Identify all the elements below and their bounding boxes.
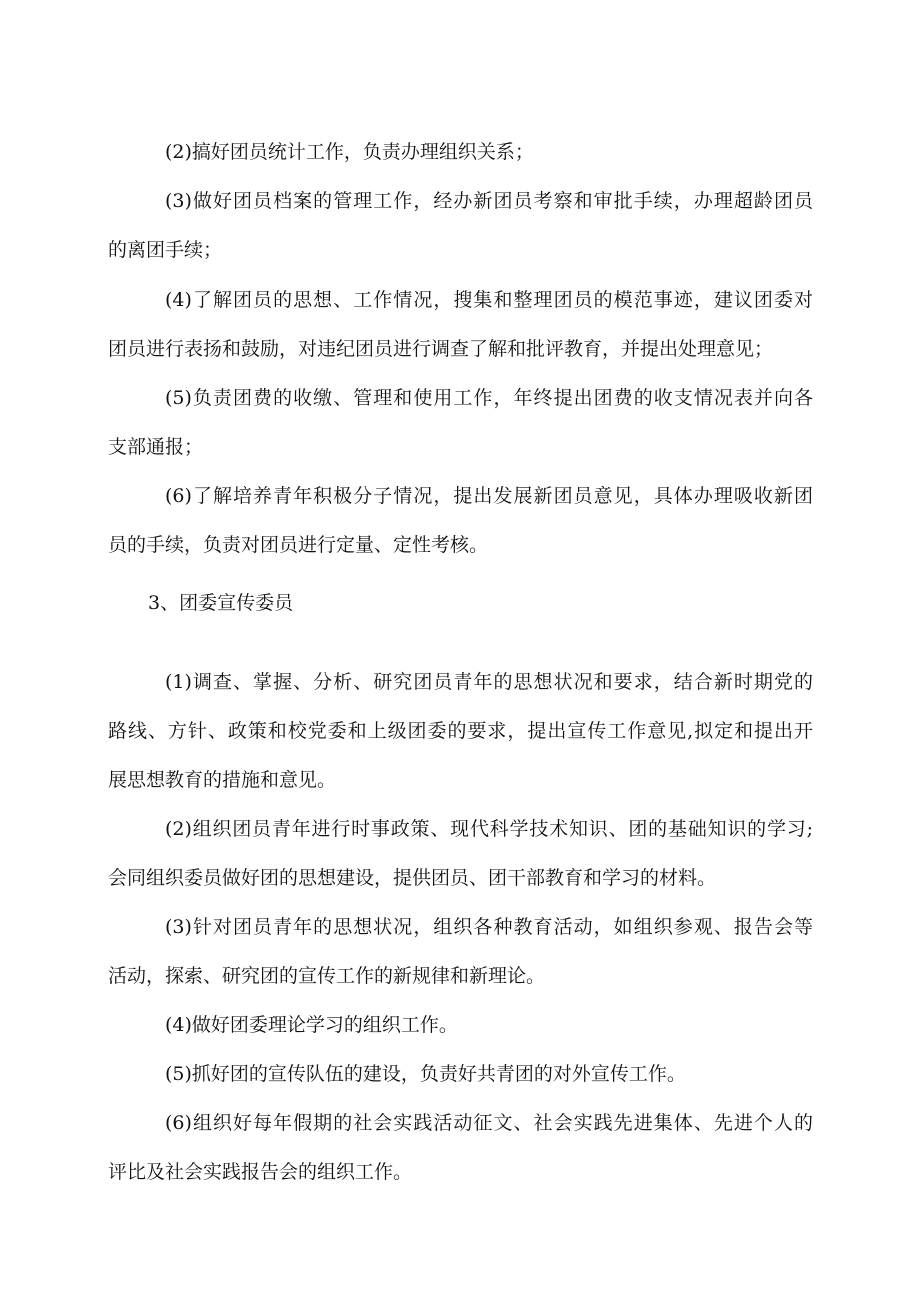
text-line: 路线、方针、政策和校党委和上级团委的要求，提出宣传工作意见,拟定和提出开 <box>108 720 813 742</box>
text-line: (3)针对团员青年的思想状况，组织各种教育活动，如组织参观、报告会等 <box>165 916 813 938</box>
section-heading: 3、团委宣传委员 <box>148 592 294 614</box>
text-line: (2)组织团员青年进行时事政策、现代科学技术知识、团的基础知识的学习; <box>165 818 813 840</box>
text-line: 团员进行表扬和鼓励，对违纪团员进行调查了解和批评教育，并提出处理意见； <box>108 338 774 360</box>
text-line: 的离团手续； <box>108 239 223 261</box>
text-line: (3)做好团员档案的管理工作，经办新团员考察和审批手续，办理超龄团员 <box>165 190 813 212</box>
text-line: (1)调查、掌握、分析、研究团员青年的思想状况和要求，结合新时期党的 <box>165 671 813 693</box>
text-line: 展思想教育的措施和意见。 <box>108 769 337 791</box>
text-line: (5)负责团费的收缴、管理和使用工作，年终提出团费的收支情况表并向各 <box>165 387 813 409</box>
text-line: (6)组织好每年假期的社会实践活动征文、社会实践先进集体、先进个人的 <box>165 1112 813 1134</box>
text-line: (6)了解培养青年积极分子情况，提出发展新团员意见，具体办理吸收新团 <box>165 485 813 507</box>
text-line: (4)做好团委理论学习的组织工作。 <box>165 1014 458 1036</box>
text-line: 评比及社会实践报告会的组织工作。 <box>108 1161 413 1183</box>
text-line: (4)了解团员的思想、工作情况，搜集和整理团员的模范事迹，建议团委对 <box>165 289 813 311</box>
text-line: 活动，探索、研究团的宣传工作的新规律和新理论。 <box>108 965 546 987</box>
text-line: 支部通报； <box>108 436 204 458</box>
text-line: (5)抓好团的宣传队伍的建设，负责好共青团的对外宣传工作。 <box>165 1063 686 1085</box>
text-line: (2)搞好团员统计工作，负责办理组织关系； <box>165 141 534 163</box>
text-line: 员的手续，负责对团员进行定量、定性考核。 <box>108 534 489 556</box>
text-line: 会同组织委员做好团的思想建设，提供团员、团干部教育和学习的材料。 <box>108 867 717 889</box>
